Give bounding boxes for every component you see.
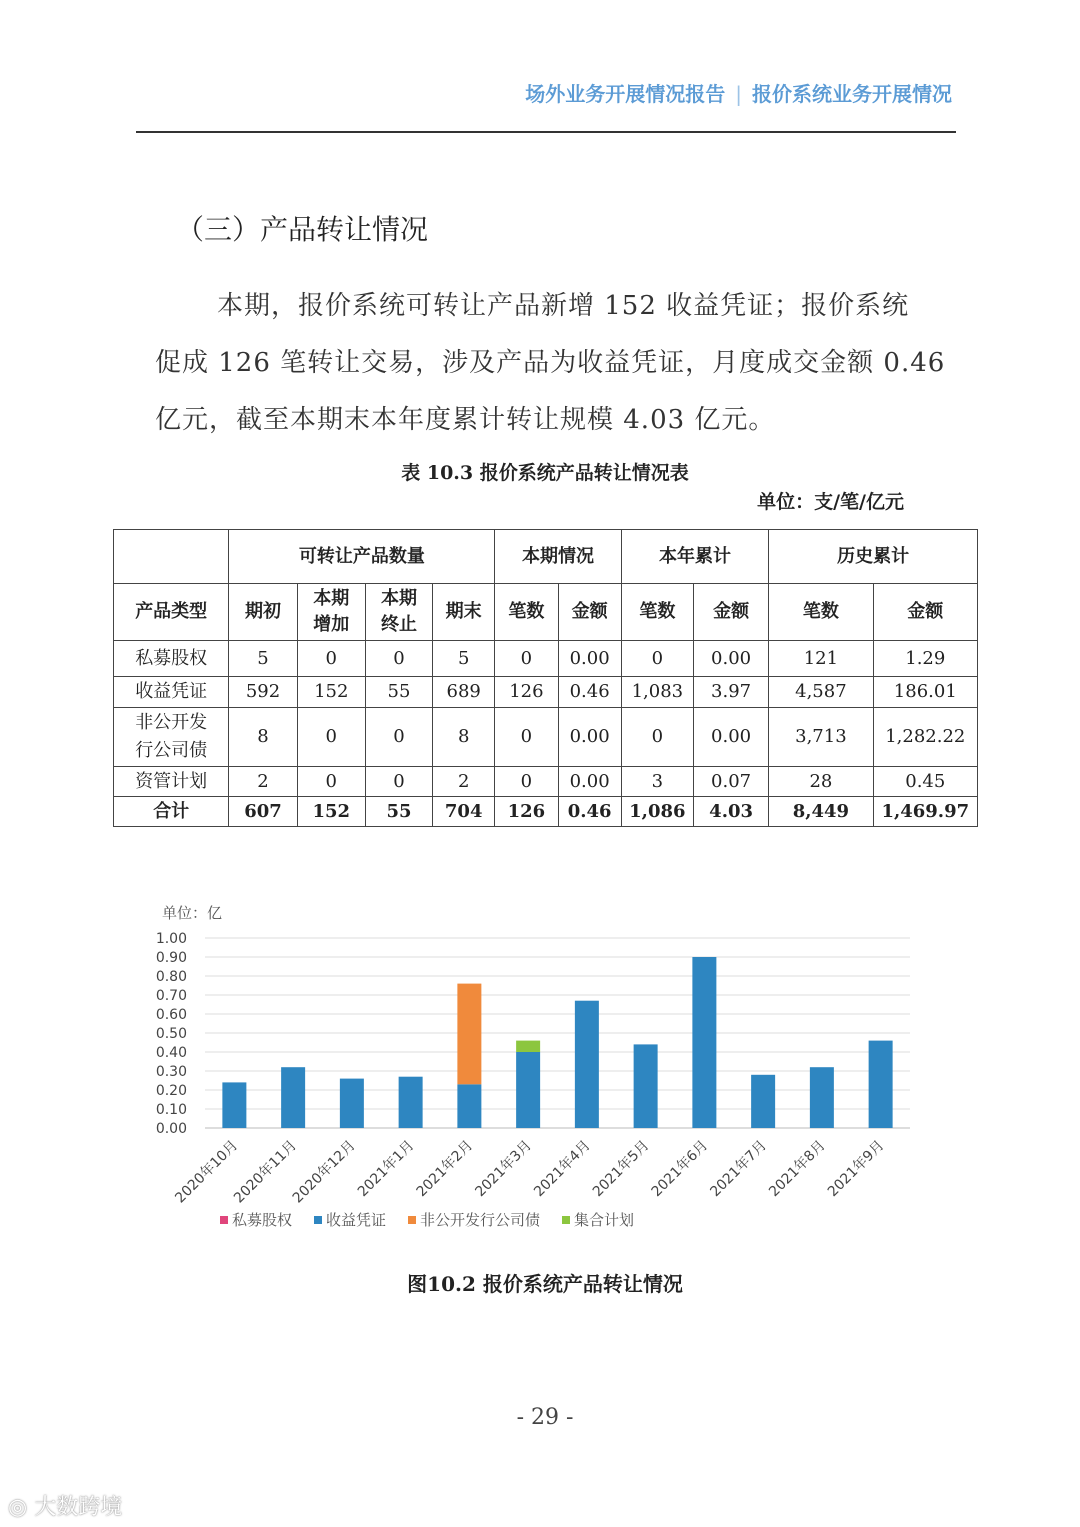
bar-segment: [575, 1001, 599, 1128]
y-tick-label: 1.00: [155, 931, 187, 947]
total-cell: 1,086: [621, 797, 693, 827]
legend-swatch: [562, 1216, 570, 1224]
table-cell: 8: [433, 708, 495, 767]
total-cell: 126: [495, 797, 558, 827]
y-tick-label: 0.30: [155, 1064, 187, 1080]
figure-caption: 图10.2 报价系统产品转让情况: [407, 1272, 683, 1296]
bar-segment: [281, 1067, 305, 1128]
table-cell: 0.00: [558, 641, 621, 677]
sub-header-cell: 笔数: [769, 584, 873, 641]
y-tick-label: 0.40: [155, 1045, 187, 1061]
legend-label: 集合计划: [574, 1211, 635, 1229]
table-cell: 0: [365, 767, 432, 797]
table-cell: 0.00: [558, 767, 621, 797]
x-tick-label: 2021年5月: [589, 1137, 653, 1201]
watermark-text: 大数跨境: [34, 1495, 123, 1520]
table-cell: 126: [495, 677, 558, 708]
bar-segment: [457, 984, 481, 1085]
x-tick-label: 2021年3月: [472, 1137, 535, 1201]
y-tick-label: 0.60: [155, 1007, 187, 1023]
table-cell: 3,713: [769, 708, 873, 767]
y-tick-label: 0.10: [155, 1102, 187, 1118]
sub-header-cell: 本期增加: [297, 584, 365, 641]
total-cell: 1,469.97: [873, 797, 977, 827]
bar-segment: [692, 957, 716, 1128]
table-cell: 186.01: [873, 677, 977, 708]
table-cell: 1.29: [873, 641, 977, 677]
sub-header-cell: 笔数: [621, 584, 693, 641]
sub-header-cell: 金额: [693, 584, 768, 641]
bar-segment: [751, 1075, 775, 1128]
total-cell: 704: [433, 797, 495, 827]
table-cell: 689: [433, 677, 495, 708]
table-cell: 2: [229, 767, 297, 797]
total-row: [114, 797, 978, 827]
table-cell: 非公开发行公司债: [114, 708, 229, 767]
y-tick-label: 0.90: [155, 950, 187, 966]
table-unit: 单位：支/笔/亿元: [757, 491, 904, 513]
table-cell: 55: [365, 677, 432, 708]
paragraph-line-2: 促成 126 笔转让交易，涉及产品为收益凭证，月度成交金额 0.46: [155, 348, 946, 378]
table-cell: 0.00: [558, 708, 621, 767]
legend-swatch: [408, 1216, 416, 1224]
table-cell: 0: [495, 708, 558, 767]
x-tick-label: 2021年4月: [531, 1137, 594, 1201]
legend-swatch: [314, 1216, 322, 1224]
bar-segment: [516, 1041, 540, 1052]
y-tick-label: 0.80: [155, 969, 187, 985]
table-cell: 2: [433, 767, 495, 797]
table-cell: 私募股权: [114, 641, 229, 677]
body-paragraph: [155, 278, 955, 449]
page-number: - 29 -: [516, 1405, 574, 1430]
table-cell: 152: [297, 677, 365, 708]
header-blank-cell: [114, 530, 229, 584]
table-cell: 0.46: [558, 677, 621, 708]
table-cell: 121: [769, 641, 873, 677]
paragraph-line-1: 本期，报价系统可转让产品新增 152 收益凭证；报价系统: [217, 291, 910, 321]
table-cell: 0.07: [693, 767, 768, 797]
table-cell: 1,282.22: [873, 708, 977, 767]
table-cell: 0: [495, 641, 558, 677]
table-cell: 5: [229, 641, 297, 677]
table-row: [114, 767, 978, 797]
total-cell: 152: [297, 797, 365, 827]
total-cell: 4.03: [693, 797, 768, 827]
watermark-logo-icon: ◎: [8, 1495, 28, 1520]
bar-segment: [869, 1041, 893, 1128]
transfer-chart: [150, 895, 930, 1245]
table-cell: 3.97: [693, 677, 768, 708]
header-report-title: 场外业务开展情况报告: [525, 82, 726, 106]
total-cell: 8,449: [769, 797, 873, 827]
sub-header-cell: 产品类型: [114, 584, 229, 641]
total-cell: 合计: [114, 797, 229, 827]
x-tick-label: 2021年6月: [648, 1137, 712, 1201]
x-tick-label: 2021年2月: [413, 1137, 477, 1201]
table-row: [114, 677, 978, 708]
total-cell: 55: [365, 797, 432, 827]
header-chapter-title: 报价系统业务开展情况: [752, 82, 952, 106]
x-tick-label: 2021年7月: [707, 1137, 770, 1201]
table-cell: 0: [365, 708, 432, 767]
bar-segment: [222, 1082, 246, 1128]
x-tick-label: 2021年8月: [766, 1137, 829, 1201]
legend-label: 非公开发行公司债: [420, 1211, 541, 1229]
table-cell: 资管计划: [114, 767, 229, 797]
bar-segment: [457, 1084, 481, 1128]
table-cell: 28: [769, 767, 873, 797]
bar-segment: [810, 1067, 834, 1128]
table-cell: 0: [297, 708, 365, 767]
sub-header-cell: 金额: [873, 584, 977, 641]
table-cell: 3: [621, 767, 693, 797]
bar-segment: [399, 1077, 423, 1128]
y-tick-label: 0.70: [155, 988, 187, 1004]
legend-label: 私募股权: [232, 1211, 293, 1229]
bar-segment: [634, 1044, 658, 1128]
table-cell: 0: [621, 641, 693, 677]
table-row: [114, 708, 978, 767]
header-current-period: 本期情况: [495, 530, 621, 584]
sub-header-cell: 金额: [558, 584, 621, 641]
total-cell: 607: [229, 797, 297, 827]
legend-label: 收益凭证: [326, 1211, 387, 1229]
bar-segment: [340, 1079, 364, 1128]
table-cell: 0: [621, 708, 693, 767]
chart-unit-label: 单位：亿: [162, 904, 223, 922]
section-title: （三）产品转让情况: [176, 213, 429, 246]
y-tick-label: 0.00: [155, 1121, 187, 1137]
y-tick-label: 0.20: [155, 1083, 187, 1099]
x-tick-label: 2021年9月: [824, 1137, 888, 1201]
legend-swatch: [220, 1216, 228, 1224]
table-cell: 8: [229, 708, 297, 767]
table-cell: 592: [229, 677, 297, 708]
sub-header-cell: 笔数: [495, 584, 558, 641]
sub-header-row: [114, 584, 978, 641]
table-cell: 0.00: [693, 641, 768, 677]
sub-header-cell: 期末: [433, 584, 495, 641]
table-title: 表 10.3 报价系统产品转让情况表: [401, 462, 689, 484]
total-cell: 0.46: [558, 797, 621, 827]
group-header-row: [114, 530, 978, 584]
header-transferable-count: 可转让产品数量: [229, 530, 495, 584]
header-separator: |: [735, 82, 742, 106]
sub-header-cell: 期初: [229, 584, 297, 641]
y-tick-label: 0.50: [155, 1026, 187, 1042]
sub-header-cell: 本期终止: [365, 584, 432, 641]
x-tick-label: 2020年11月: [231, 1137, 300, 1207]
bar-segment: [516, 1052, 540, 1128]
x-tick-label: 2020年10月: [172, 1137, 242, 1207]
x-tick-label: 2020年12月: [289, 1137, 359, 1207]
running-header: [525, 78, 952, 107]
table-cell: 4,587: [769, 677, 873, 708]
table-cell: 收益凭证: [114, 677, 229, 708]
header-historical: 历史累计: [769, 530, 978, 584]
header-year-to-date: 本年累计: [621, 530, 769, 584]
table-cell: 0.45: [873, 767, 977, 797]
table-cell: 1,083: [621, 677, 693, 708]
table-cell: 0: [365, 641, 432, 677]
header-rule: [136, 131, 956, 133]
table-cell: 0: [297, 767, 365, 797]
watermark: [8, 1490, 122, 1521]
table-cell: 5: [433, 641, 495, 677]
table-cell: 0.00: [693, 708, 768, 767]
x-tick-label: 2021年1月: [354, 1137, 418, 1201]
paragraph-line-3: 亿元，截至本期末本年度累计转让规模 4.03 亿元。: [155, 405, 776, 435]
table-cell: 0: [495, 767, 558, 797]
table-cell: 0: [297, 641, 365, 677]
transfer-table: [113, 529, 978, 827]
table-row: [114, 641, 978, 677]
